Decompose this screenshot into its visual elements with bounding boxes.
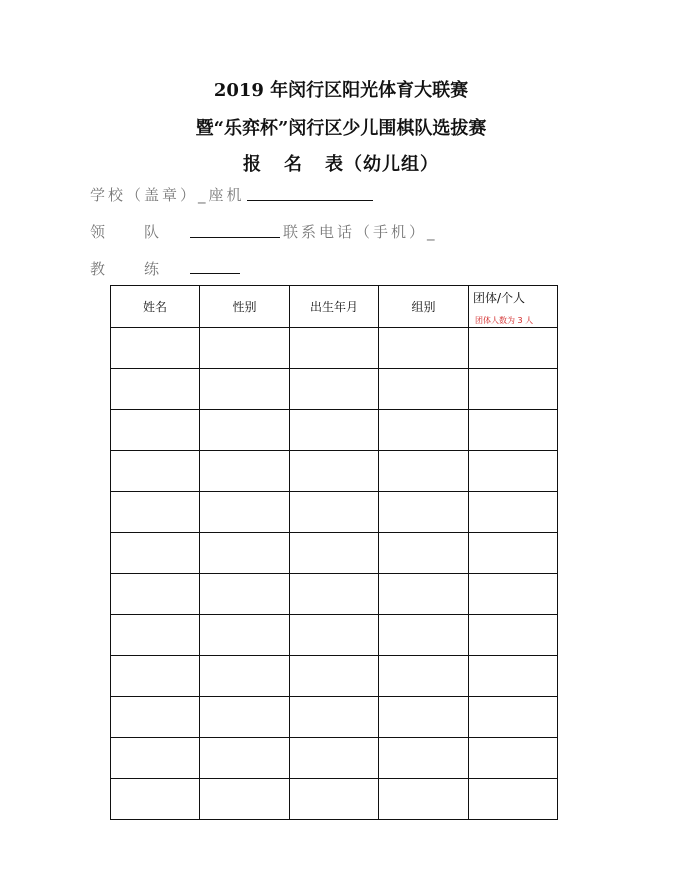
name-cell[interactable] bbox=[111, 451, 200, 492]
table-row bbox=[111, 492, 558, 533]
birth-cell[interactable] bbox=[290, 492, 379, 533]
birth-cell[interactable] bbox=[290, 574, 379, 615]
table-row bbox=[111, 574, 558, 615]
name-cell[interactable] bbox=[111, 738, 200, 779]
birth-cell[interactable] bbox=[290, 697, 379, 738]
name-cell[interactable] bbox=[111, 328, 200, 369]
table-row bbox=[111, 533, 558, 574]
table-row bbox=[111, 451, 558, 492]
group-cell[interactable] bbox=[379, 615, 469, 656]
name-cell[interactable] bbox=[111, 656, 200, 697]
group-cell[interactable] bbox=[379, 369, 469, 410]
school-phone-line[interactable] bbox=[247, 200, 373, 201]
header-birth: 出生年月 bbox=[290, 286, 379, 328]
birth-cell[interactable] bbox=[290, 779, 379, 820]
table-row bbox=[111, 328, 558, 369]
name-cell[interactable] bbox=[111, 492, 200, 533]
group-cell[interactable] bbox=[379, 533, 469, 574]
coach-line[interactable] bbox=[190, 273, 240, 274]
gender-cell[interactable] bbox=[200, 656, 290, 697]
team-cell[interactable] bbox=[469, 328, 558, 369]
birth-cell[interactable] bbox=[290, 738, 379, 779]
title-line-2: 暨“乐弈杯”闵行区少儿围棋队选拔赛 bbox=[195, 118, 487, 139]
gender-cell[interactable] bbox=[200, 738, 290, 779]
gender-cell[interactable] bbox=[200, 410, 290, 451]
title-word-ming: 名 bbox=[284, 154, 303, 175]
birth-cell[interactable] bbox=[290, 410, 379, 451]
gender-cell[interactable] bbox=[200, 451, 290, 492]
registration-table bbox=[110, 285, 558, 820]
leader-line[interactable] bbox=[190, 237, 280, 238]
birth-cell[interactable] bbox=[290, 615, 379, 656]
group-cell[interactable] bbox=[379, 656, 469, 697]
group-cell[interactable] bbox=[379, 328, 469, 369]
team-cell[interactable] bbox=[469, 779, 558, 820]
team-cell[interactable] bbox=[469, 615, 558, 656]
gender-cell[interactable] bbox=[200, 574, 290, 615]
birth-cell[interactable] bbox=[290, 451, 379, 492]
title-word-bao: 报 bbox=[243, 154, 262, 175]
gender-cell[interactable] bbox=[200, 615, 290, 656]
group-cell[interactable] bbox=[379, 410, 469, 451]
team-cell[interactable] bbox=[469, 369, 558, 410]
gender-cell[interactable] bbox=[200, 328, 290, 369]
name-cell[interactable] bbox=[111, 615, 200, 656]
team-cell[interactable] bbox=[469, 451, 558, 492]
header-name: 姓名 bbox=[111, 286, 200, 328]
name-cell[interactable] bbox=[111, 574, 200, 615]
team-cell[interactable] bbox=[469, 533, 558, 574]
group-cell[interactable] bbox=[379, 492, 469, 533]
team-cell[interactable] bbox=[469, 738, 558, 779]
team-cell[interactable] bbox=[469, 492, 558, 533]
title-line-3 bbox=[0, 150, 682, 176]
group-cell[interactable] bbox=[379, 574, 469, 615]
birth-cell[interactable] bbox=[290, 328, 379, 369]
team-cell[interactable] bbox=[469, 656, 558, 697]
name-cell[interactable] bbox=[111, 779, 200, 820]
table-row bbox=[111, 410, 558, 451]
table-row bbox=[111, 779, 558, 820]
team-cell[interactable] bbox=[469, 697, 558, 738]
group-cell[interactable] bbox=[379, 697, 469, 738]
birth-cell[interactable] bbox=[290, 533, 379, 574]
name-cell[interactable] bbox=[111, 410, 200, 451]
gender-cell[interactable] bbox=[200, 533, 290, 574]
name-cell[interactable] bbox=[111, 369, 200, 410]
name-cell[interactable] bbox=[111, 697, 200, 738]
table-header-row bbox=[111, 286, 558, 328]
birth-cell[interactable] bbox=[290, 369, 379, 410]
header-gender: 性别 bbox=[200, 286, 290, 328]
header-group: 组别 bbox=[379, 286, 469, 328]
table-row bbox=[111, 656, 558, 697]
birth-cell[interactable] bbox=[290, 656, 379, 697]
leader-label: 领 队 bbox=[90, 223, 163, 241]
header-team-individual bbox=[469, 286, 558, 328]
team-size-note: 团体人数为 3 人 bbox=[475, 316, 534, 325]
gender-cell[interactable] bbox=[200, 779, 290, 820]
gender-cell[interactable] bbox=[200, 697, 290, 738]
title-word-biao: 表（幼儿组） bbox=[325, 154, 439, 175]
name-cell[interactable] bbox=[111, 533, 200, 574]
header-team-label: 团体/个人 bbox=[473, 291, 526, 305]
table-row bbox=[111, 738, 558, 779]
coach-label: 教 练 bbox=[90, 260, 163, 278]
gender-cell[interactable] bbox=[200, 369, 290, 410]
group-cell[interactable] bbox=[379, 779, 469, 820]
table-row bbox=[111, 369, 558, 410]
team-cell[interactable] bbox=[469, 410, 558, 451]
group-cell[interactable] bbox=[379, 738, 469, 779]
table-row bbox=[111, 615, 558, 656]
school-label: 学校（盖章）_座机 bbox=[90, 186, 245, 204]
title-line-1: 2019 年闵行区阳光体育大联赛 bbox=[213, 80, 469, 101]
table-row bbox=[111, 697, 558, 738]
group-cell[interactable] bbox=[379, 451, 469, 492]
mobile-label: 联系电话（手机）_ bbox=[283, 223, 438, 241]
gender-cell[interactable] bbox=[200, 492, 290, 533]
team-cell[interactable] bbox=[469, 574, 558, 615]
